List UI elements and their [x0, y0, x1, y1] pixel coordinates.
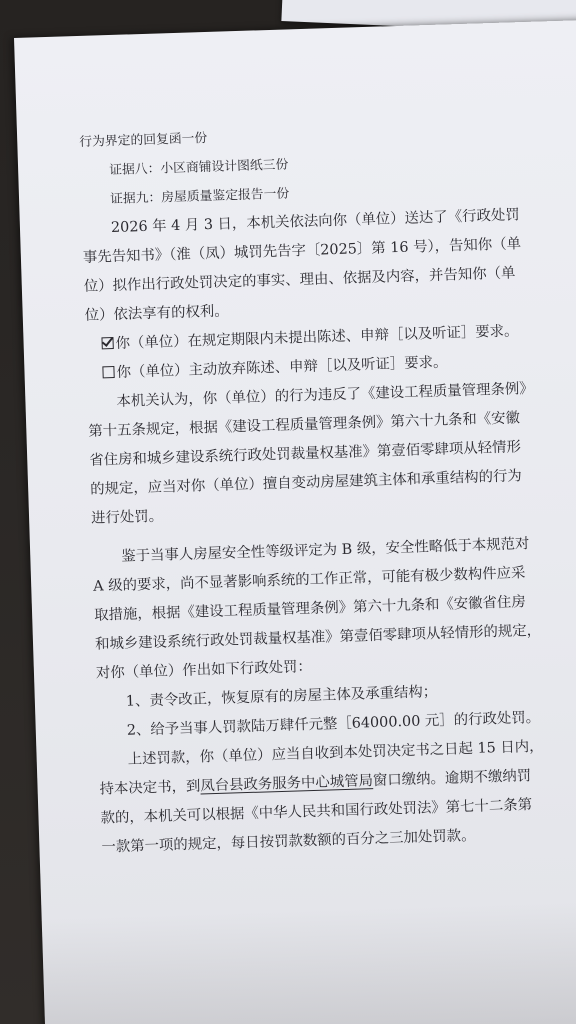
notice-line-1: 2026 年 4 月 3 日，本机关依法向你（单位）送达了《行政处罚	[110, 207, 520, 237]
finding-line-2: 第十五条规定，根据《建设工程质量管理条例》第六十九条和《安徽	[88, 410, 521, 440]
payment-line-1: 上述罚款，你（单位）应当自收到本处罚决定书之日起 15 日内，	[127, 738, 544, 768]
evidence-7-tail: 行为界定的回复函一份	[79, 130, 208, 150]
finding-line-3: 省住房和城乡建设系统行政处罚裁量权基准》第壹佰零肆项从轻情形	[89, 439, 522, 469]
notice-line-3: 位）拟作出行政处罚决定的事实、理由、依据及内容，并告知你（单	[83, 265, 516, 295]
checked-box-icon	[101, 337, 113, 349]
notice-line-2: 事先告知书》（淮（凤）城罚先告字〔2025〕第 16 号），告知你（单	[82, 236, 522, 266]
payment-line-4: 一款第一项的规定，每日按罚款数额的百分之三加处罚款。	[101, 827, 476, 856]
notice-line-4: 位）依法享有的权利。	[84, 303, 229, 324]
decision-line-3: 取措施，根据《建设工程质量管理条例》第六十九条和《安徽省住房	[93, 594, 526, 624]
penalty-item-1: 1、责令改正，恢复原有的房屋主体及承重结构；	[125, 684, 438, 710]
payment-line-3: 款的，本机关可以根据《中华人民共和国行政处罚法》第七十二条第	[100, 797, 533, 827]
decision-line-4: 和城乡建设系统行政处罚裁量权基准》第壹佰零肆项从轻情形的规定，	[94, 622, 542, 653]
penalty-item-2: 2、给予当事人罚款陆万肆仟元整［64000.00 元］的行政处罚。	[126, 709, 541, 739]
evidence-8: 证据八：小区商铺设计图纸三份	[108, 157, 289, 179]
decision-line-1: 鉴于当事人房屋安全性等级评定为 B 级，安全性略低于本规范对	[121, 536, 530, 565]
option-no-statement-text: 你（单位）在规定期限内未提出陈述、申辩［以及听证］要求。	[115, 323, 519, 352]
payment-line-2-start: 持本决定书，到	[99, 778, 201, 798]
finding-line-1: 本机关认为，你（单位）的行为违反了《建设工程质量管理条例》	[116, 380, 534, 410]
evidence-9: 证据九：房屋质量鉴定报告一份	[109, 186, 290, 208]
decision-line-2: A 级的要求，尚不显著影响系统的工作正常，可能有极少数构件应采	[93, 565, 526, 595]
document-page	[14, 19, 576, 1024]
page-shadow	[42, 899, 576, 1024]
payment-office: 凤台县政务服务中心城管局	[200, 773, 374, 795]
decision-line-5: 对你（单位）作出如下行政处罚：	[95, 658, 313, 682]
option-waive-statement-text: 你（单位）主动放弃陈述、申辩［以及听证］要求。	[116, 354, 448, 381]
payment-line-2-end: 窗口缴纳。逾期不缴纳罚	[372, 768, 532, 790]
empty-box-icon	[102, 366, 114, 378]
finding-line-4: 的规定，应当对你（单位）擅自变动房屋建筑主体和承重结构的行为	[89, 468, 523, 498]
finding-line-5: 进行处罚。	[90, 508, 164, 527]
document-body	[79, 113, 570, 862]
